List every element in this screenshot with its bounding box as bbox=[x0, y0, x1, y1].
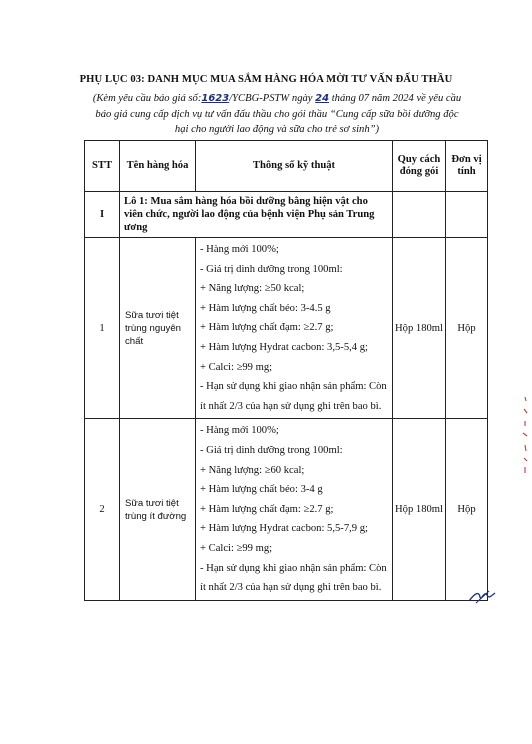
document-title: PHỤ LỤC 03: DANH MỤC MUA SẮM HÀNG HÓA MỜI TƯ VẤN ĐẤU THẦU bbox=[79, 74, 453, 85]
subtitle-part-1: (Kèm yêu cầu báo giá số: bbox=[92, 93, 202, 104]
spec-line: + Hàm lượng chất béo: 3-4 g bbox=[200, 484, 323, 496]
header-spec: Thông số kỹ thuật bbox=[196, 141, 393, 192]
lot-packing-empty bbox=[393, 192, 446, 238]
row-1-name: Sữa tươi tiệt trùng nguyên chất bbox=[120, 238, 196, 419]
spec-line: + Hàm lượng Hydrat cacbon: 5,5-7,9 g; bbox=[200, 523, 368, 535]
signature-mark bbox=[467, 587, 497, 607]
handwritten-day: 24 bbox=[315, 93, 330, 104]
spec-line: + Năng lượng: ≥60 kcal; bbox=[200, 464, 305, 476]
table-header-row bbox=[85, 141, 488, 192]
row-2-unit: Hộp bbox=[446, 419, 488, 600]
table-row bbox=[85, 238, 488, 419]
row-2-stt: 2 bbox=[85, 419, 120, 600]
lot-description: Lô 1: Mua sắm hàng hóa bồi dưỡng bằng hiện vật cho viên chức, người lao động của bệnh viện Phụ sản Trung ương bbox=[120, 192, 393, 238]
table-row bbox=[85, 419, 488, 600]
spec-line: - Giá trị dinh dưỡng trong 100ml: bbox=[200, 444, 343, 456]
row-1-stt: 1 bbox=[85, 238, 120, 419]
header-packing: Quy cách đóng gói bbox=[393, 141, 446, 192]
red-stamp-edge bbox=[519, 395, 529, 475]
spec-line: - Hạn sử dụng khi giao nhận sản phẩm: Còn bbox=[200, 562, 387, 574]
spec-line: - Hàng mới 100%; bbox=[200, 244, 279, 255]
subtitle-part-2: /YCBG-PSTW ngày bbox=[229, 93, 313, 104]
header-stt: STT bbox=[85, 141, 120, 192]
spec-line: ít nhất 2/3 của hạn sử dụng ghi trên bao bì. bbox=[200, 582, 382, 594]
lot-row bbox=[85, 192, 488, 238]
subtitle-part-3: tháng 07 năm 2024 về yêu cầu báo giá cung cấp dịch vụ tư vấn đấu thầu cho gói thầu “Cung cấp sữa bồi dưỡng độc hại cho người lao động và sữa cho trẻ sơ sinh”) bbox=[95, 93, 462, 135]
document-subtitle bbox=[92, 91, 462, 138]
spec-line: + Calci: ≥99 mg; bbox=[200, 542, 273, 554]
header-name: Tên hàng hóa bbox=[120, 141, 196, 192]
row-2-specs bbox=[196, 419, 393, 600]
spec-line: + Năng lượng: ≥50 kcal; bbox=[200, 283, 305, 295]
row-1-packing: Hộp 180ml bbox=[393, 238, 446, 419]
spec-line: + Hàm lượng chất đạm: ≥2.7 g; bbox=[200, 322, 334, 334]
row-2-name: Sữa tươi tiệt trùng ít đường bbox=[120, 419, 196, 600]
spec-line: - Hàng mới 100%; bbox=[200, 425, 279, 437]
lot-unit-empty bbox=[446, 192, 488, 238]
spec-line: + Calci: ≥99 mg; bbox=[200, 361, 273, 373]
spec-line: - Hạn sử dụng khi giao nhận sản phẩm: Còn bbox=[200, 381, 387, 393]
row-1-unit: Hộp bbox=[446, 238, 488, 419]
row-2-packing: Hộp 180ml bbox=[393, 419, 446, 600]
spec-line: ít nhất 2/3 của hạn sử dụng ghi trên bao bì. bbox=[200, 400, 382, 412]
lot-roman: I bbox=[85, 192, 120, 238]
spec-line: + Hàm lượng chất đạm: ≥2.7 g; bbox=[200, 503, 334, 515]
spec-line: + Hàm lượng chất béo: 3-4.5 g bbox=[200, 302, 331, 314]
spec-line: - Giá trị dinh dưỡng trong 100ml: bbox=[200, 263, 343, 275]
header-unit: Đơn vị tính bbox=[446, 141, 488, 192]
handwritten-number: 1623 bbox=[201, 93, 230, 104]
spec-line: + Hàm lượng Hydrat cacbon: 3,5-5,4 g; bbox=[200, 341, 368, 353]
row-1-specs bbox=[196, 238, 393, 419]
procurement-table bbox=[84, 140, 488, 601]
